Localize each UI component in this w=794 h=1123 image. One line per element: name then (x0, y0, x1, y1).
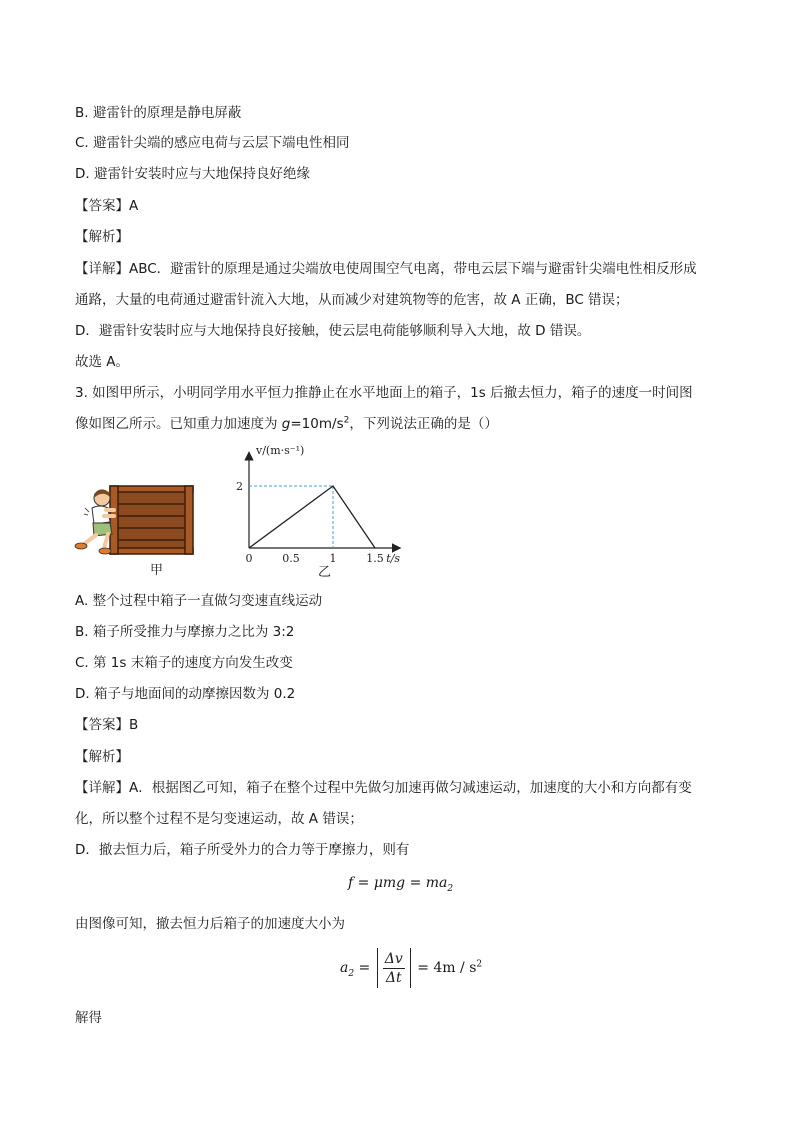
q3-option-d: D. 箱子与地面间的动摩擦因数为 0.2 (75, 686, 296, 702)
q3-option-b: B. 箱子所受推力与摩擦力之比为 3:2 (75, 624, 295, 640)
crate-illustration (110, 486, 193, 554)
q2-detail-2: 通路，大量的电荷通过避雷针流入大地，从而减少对建筑物等的危害，故 A 正确，BC 错误； (75, 292, 629, 308)
q3-answer: 【答案】B (75, 717, 139, 733)
q3-detail-1: 【详解】A．根据图乙可知，箱子在整个过程中先做匀加速再做匀减速运动，加速度的大小和方向都有变 (75, 780, 692, 796)
y-tick-label-0: 2 (236, 480, 243, 493)
equation-friction (348, 875, 454, 894)
eq2-equals: = (354, 960, 375, 976)
q2-answer: 【答案】A (75, 198, 139, 214)
figure-a-caption: 甲 (150, 563, 164, 578)
x-tick-label-0: 0 (245, 552, 253, 565)
q2-detail-1: 【详解】ABC．避雷针的原理是通过尖端放电使周围空气电离，带电云层下端与避雷针尖端电性相反形成 (75, 261, 697, 277)
figure-b-caption: 乙 (318, 565, 332, 580)
eq2-rhs-exp: 2 (476, 959, 483, 970)
vt-graph (230, 440, 430, 565)
q2-analysis-head: 【解析】 (75, 229, 129, 245)
abs-bar-left (377, 948, 378, 988)
q3-analysis-head: 【解析】 (75, 749, 129, 765)
x-tick-label-2: 1 (329, 552, 337, 565)
q3-stem-prefix: 像如图乙所示。已知重力加速度为 (75, 416, 282, 432)
q3-detail-4: 由图像可知，撤去恒力后箱子的加速度大小为 (75, 916, 345, 932)
q2-option-b: B. 避雷针的原理是静电屏蔽 (75, 105, 242, 121)
q2-conclusion: 故选 A。 (75, 354, 130, 370)
eq2-numerator: Δv (384, 950, 403, 967)
equation-friction-sub: 2 (447, 883, 454, 894)
eq2-lhs-sub: 2 (348, 968, 355, 979)
q3-detail-2: 化，所以整个过程不是匀变速运动，故 A 错误； (75, 811, 363, 827)
q2-option-d: D. 避雷针安装时应与大地保持良好绝缘 (75, 166, 310, 182)
x-tick-label-3: 1.5 (366, 552, 384, 565)
q3-option-c: C. 第 1s 末箱子的速度方向发生改变 (75, 655, 293, 671)
abs-bar-right (410, 948, 411, 988)
q3-stem-line-1: 3. 如图甲所示，小明同学用水平恒力推静止在水平地面上的箱子，1s 后撤去恒力，箱子的速度一时间图 (75, 385, 693, 401)
q3-stem-line-2 (75, 414, 498, 434)
q3-stem-val: =10m/s (290, 416, 344, 432)
q3-stem-suffix: ，下列说法正确的是（） (349, 416, 498, 432)
eq2-rhs: = 4m / s (412, 960, 477, 976)
q3-solve: 解得 (75, 1010, 102, 1026)
x-axis-label: t/s (386, 552, 400, 565)
q3-stem-g: g (281, 416, 291, 432)
q3-stem-exp: 2 (343, 415, 350, 426)
figure-boy-pushing-crate (72, 478, 202, 556)
eq2-fraction (383, 950, 405, 987)
q3-detail-3: D．撤去恒力后，箱子所受外力的合力等于摩擦力，则有 (75, 842, 410, 858)
x-tick-label-1: 0.5 (282, 552, 300, 565)
boy-illustration (75, 490, 114, 554)
q2-option-c: C. 避雷针尖端的感应电荷与云层下端电性相同 (75, 135, 350, 151)
q2-detail-3: D．避雷针安装时应与大地保持良好接触，使云层电荷能够顺利导入大地，故 D 错误。 (75, 323, 591, 339)
y-axis-label: v/(m·s⁻¹) (256, 444, 305, 457)
eq2-lhs: a (340, 960, 349, 976)
eq2-denominator: Δt (385, 969, 402, 986)
series-line-velocity (249, 486, 375, 548)
equation-acceleration (340, 948, 482, 988)
q3-option-a: A. 整个过程中箱子一直做匀变速直线运动 (75, 593, 323, 609)
equation-friction-body: f = μmg = ma (348, 875, 448, 891)
